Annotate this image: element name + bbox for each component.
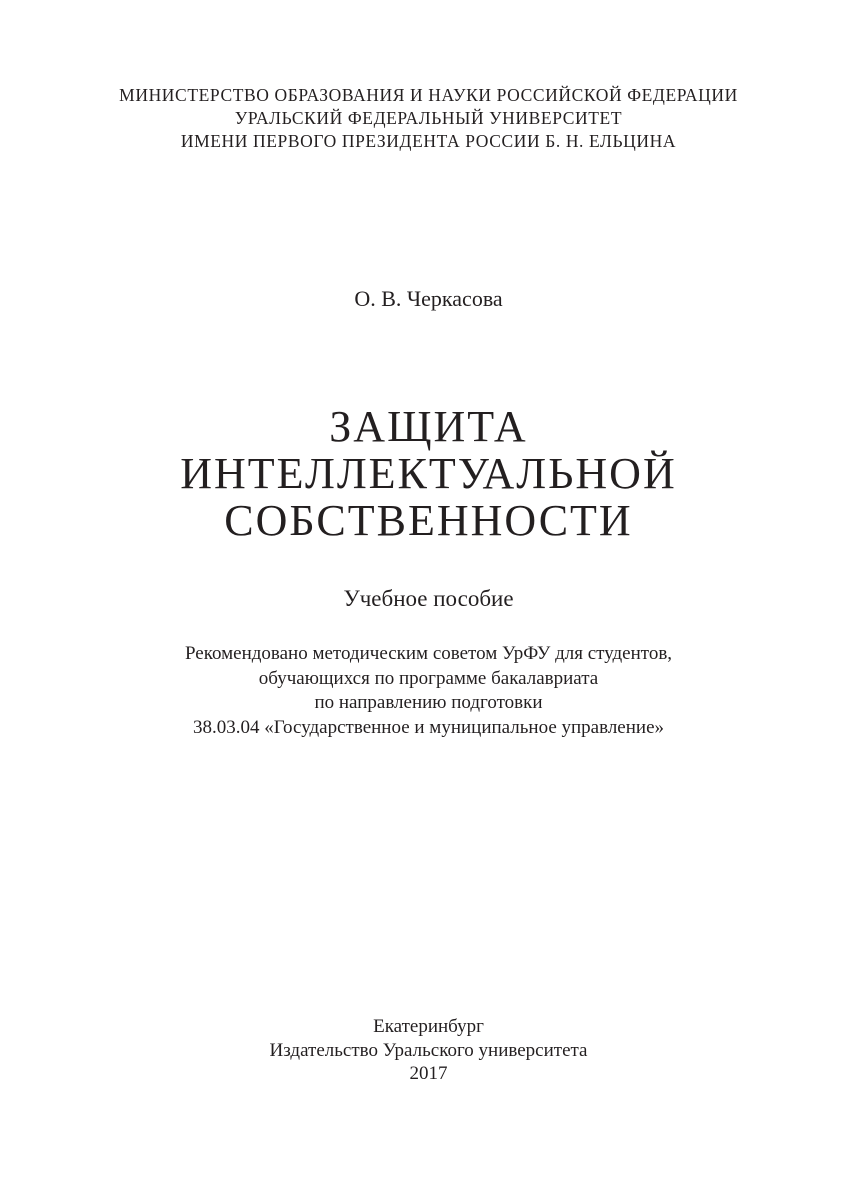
subtitle-text: Учебное пособие (343, 586, 514, 611)
book-subtitle (0, 584, 857, 614)
imprint-year: 2017 (409, 1063, 448, 1084)
publication-imprint (0, 1015, 857, 1086)
recommendation-line-4: 38.03.04 «Государственное и муниципальное управление» (192, 716, 665, 738)
imprint-publisher: Издательство Уральского университета (269, 1039, 588, 1061)
university-line: УРАЛЬСКИЙ ФЕДЕРАЛЬНЫЙ УНИВЕРСИТЕТ (234, 108, 623, 128)
institution-header (0, 84, 857, 153)
imprint-city: Екатеринбург (373, 1016, 484, 1037)
title-line-2: ИНТЕЛЛЕКТУАЛЬНОЙ (180, 449, 677, 498)
university-name-line: ИМЕНИ ПЕРВОГО ПРЕЗИДЕНТА РОССИИ Б. Н. ЕЛЬЦИНА (180, 131, 677, 151)
title-line-1: ЗАЩИТА (329, 402, 528, 451)
recommendation-line-2: обучающихся по программе бакалавриата (258, 667, 599, 689)
book-title (0, 403, 857, 544)
recommendation-line-3: по направлению подготовки (314, 692, 543, 713)
recommendation-note (0, 642, 857, 740)
author-name (0, 284, 857, 314)
ministry-line: МИНИСТЕРСТВО ОБРАЗОВАНИЯ И НАУКИ РОССИЙСКОЙ ФЕДЕРАЦИИ (119, 85, 738, 105)
recommendation-line-1: Рекомендовано методическим советом УрФУ для студентов, (184, 643, 673, 664)
author-text: О. В. Черкасова (354, 286, 503, 311)
title-line-3: СОБСТВЕННОСТИ (224, 496, 633, 545)
